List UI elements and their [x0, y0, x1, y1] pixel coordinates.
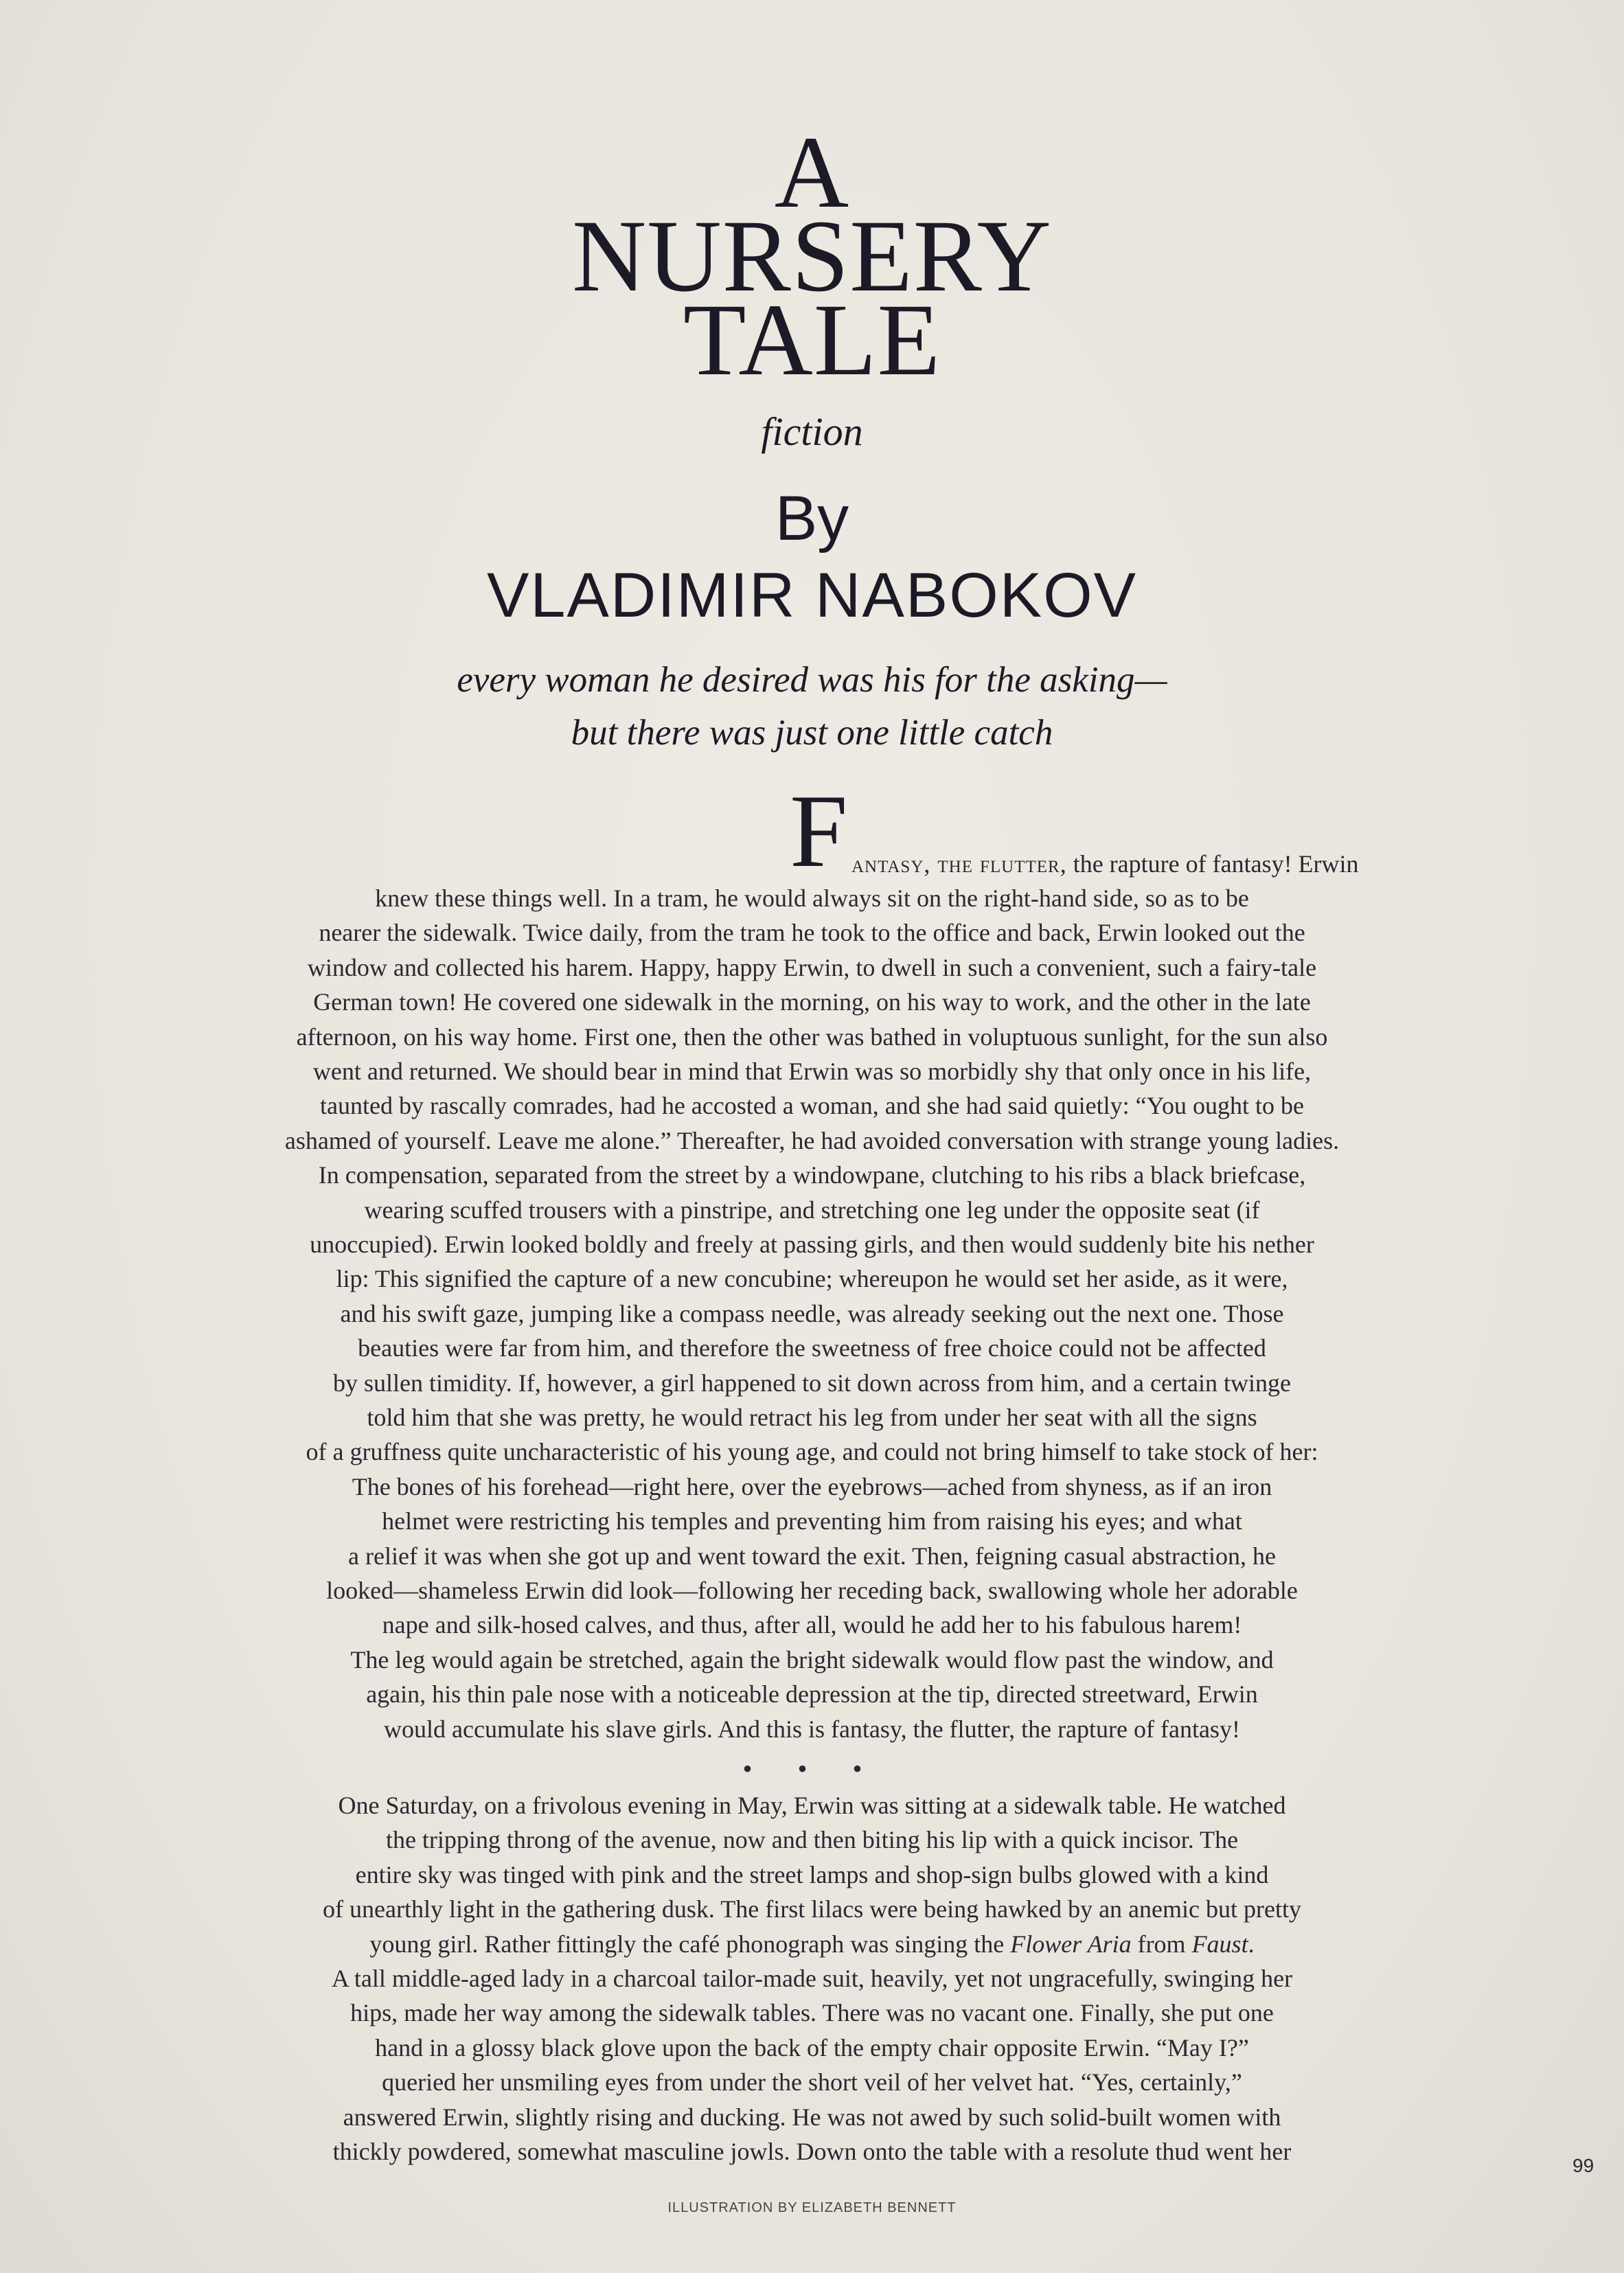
body-line: One Saturday, on a frivolous evening in May, Erwin was sitting at a sidewalk table. He watched — [338, 1792, 1286, 1819]
body-line: went and returned. We should bear in mind that Erwin was so morbidly shy that only once in his life, — [312, 1058, 1312, 1085]
body-line: looked—shameless Erwin did look—following her receding back, swallowing whole her adorable — [326, 1577, 1298, 1604]
body-line: would accumulate his slave girls. And this is fantasy, the flutter, the rapture of fantasy! — [384, 1715, 1240, 1743]
body-line: ashamed of yourself. Leave me alone.” Thereafter, he had avoided conversation with strange young ladies. — [284, 1126, 1340, 1154]
body-line: German town! He covered one sidewalk in the morning, on his way to work, and the other in the late — [313, 988, 1311, 1016]
body-line: helmet were restricting his temples and preventing him from raising his eyes; and what — [382, 1507, 1242, 1535]
body-line: queried her unsmiling eyes from under the short veil of her velvet hat. “Yes, certainly,” — [382, 2068, 1242, 2097]
body-line: hand in a glossy black glove upon the back of the empty chair opposite Erwin. “May I?” — [375, 2033, 1249, 2061]
body-line: a relief it was when she got up and went toward the exit. Then, feigning casual abstraction, he — [348, 1542, 1276, 1570]
body-line: told him that she was pretty, he would retract his leg from under her seat with all the signs — [367, 1404, 1257, 1431]
body-line: again, his thin pale nose with a noticeable depression at the tip, directed streetward, Erwin — [366, 1680, 1258, 1709]
body-line-text: young girl. Rather fittingly the café phonograph was singing the — [369, 1930, 1011, 1958]
body-line: The bones of his forehead—right here, over the eyebrows—ached from shyness, as if an iron — [352, 1472, 1272, 1500]
body-line: answered Erwin, slightly rising and ducking. He was not awed by such solid-built women with — [343, 2103, 1281, 2131]
body-line: by sullen timidity. If, however, a girl happened to sit down across from him, and a certain twinge — [333, 1369, 1291, 1397]
body-line: hips, made her way among the sidewalk tables. There was no vacant one. Finally, she put one — [350, 1999, 1274, 2027]
italic-title-faust: Faust — [1191, 1930, 1248, 1958]
body-line — [137, 1927, 1487, 1961]
genre-label: fiction — [761, 409, 863, 454]
body-line: taunted by rascally comrades, had he accosted a woman, and she had said quietly: “You ought to be — [320, 1092, 1304, 1120]
story-subtitle — [0, 654, 1624, 759]
body-line: lip: This signified the capture of a new concubine; whereupon he would set her aside, as it were, — [336, 1265, 1288, 1293]
body-line: beauties were far from him, and therefore the sweetness of free choice could not be affected — [358, 1334, 1266, 1362]
first-line-rest: the rapture of fantasy! Erwin — [1066, 850, 1359, 878]
first-line — [851, 847, 1359, 881]
body-line: A tall middle-aged lady in a charcoal tailor-made suit, heavily, yet not ungracefully, swinging her — [331, 1965, 1293, 1992]
subtitle-line-1: every woman he desired was his for the asking— — [457, 660, 1167, 700]
body-line: thickly powdered, somewhat masculine jowls. Down onto the table with a resolute thud went her — [332, 2138, 1292, 2165]
body-line: the tripping throng of the avenue, now and then biting his lip with a quick incisor. The — [385, 1826, 1239, 1854]
body-line: nearer the sidewalk. Twice daily, from the tram he took to the office and back, Erwin looked out the — [319, 919, 1305, 947]
author-name: VLADIMIR NABOKOV — [486, 560, 1138, 630]
subtitle-line-2: but there was just one little catch — [571, 713, 1053, 753]
body-line: In compensation, separated from the street by a windowpane, clutching to his ribs a black briefcase, — [318, 1161, 1306, 1189]
body-line: afternoon, on his way home. First one, then the other was bathed in voluptuous sunlight, for the sun also — [296, 1023, 1328, 1051]
title-line-2: NURSERY — [572, 199, 1052, 313]
illustration-credit: ILLUSTRATION BY ELIZABETH BENNETT — [667, 2200, 957, 2215]
body-line: of unearthly light in the gathering dusk. The first lilacs were being hawked by an anemic but pretty — [323, 1895, 1301, 1923]
body-line: and his swift gaze, jumping like a compass needle, was already seeking out the next one. Those — [340, 1299, 1284, 1327]
body-line: The leg would again be stretched, again the bright sidewalk would flow past the window, and — [350, 1645, 1274, 1674]
title-line-1: A — [774, 115, 850, 229]
italic-title-flower-aria: Flower Aria — [1010, 1930, 1132, 1958]
first-line-smallcaps: antasy, the flutter, — [851, 850, 1067, 878]
body-line: knew these things well. In a tram, he would always sit on the right-hand side, so as to be — [375, 884, 1249, 912]
page-number: 99 — [1572, 2155, 1594, 2176]
title-line-3: TALE — [683, 283, 941, 397]
body-line: wearing scuffed trousers with a pinstripe, and stretching one leg under the opposite seat (if — [364, 1196, 1260, 1224]
body-line: nape and silk-hosed calves, and thus, after all, would he add her to his fabulous harem! — [382, 1611, 1242, 1639]
story-title — [0, 115, 1624, 397]
body-line-text: from — [1131, 1930, 1192, 1958]
section-separator: • • • — [742, 1753, 882, 1784]
body-line: unoccupied). Erwin looked boldly and freely at passing girls, and then would suddenly bite his nether — [310, 1231, 1314, 1258]
body-line: window and collected his harem. Happy, happy Erwin, to dwell in such a convenient, such a fairy-tale — [307, 953, 1317, 981]
body-line: of a gruffness quite uncharacteristic of his young age, and could not bring himself to take stock of her: — [306, 1438, 1318, 1466]
drop-cap: F — [790, 773, 848, 889]
body-line: entire sky was tinged with pink and the street lamps and shop-sign bulbs glowed with a kind — [355, 1860, 1269, 1888]
body-line-text: . — [1248, 1930, 1255, 1958]
byline-by: By — [775, 483, 849, 553]
